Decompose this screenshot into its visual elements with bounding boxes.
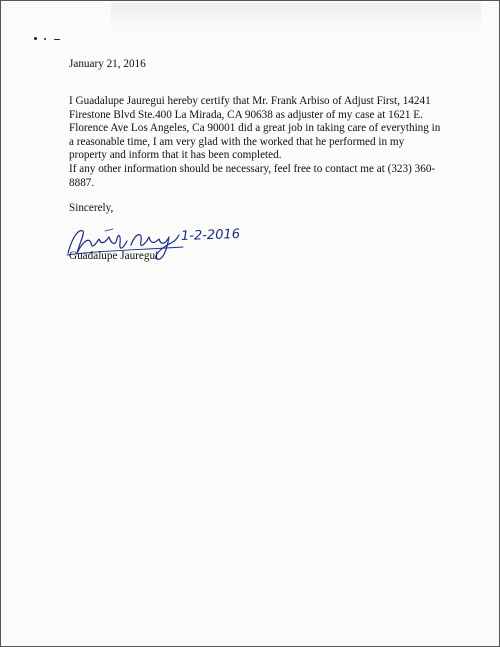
scan-speck (34, 37, 37, 40)
scan-shadow (111, 3, 481, 33)
signer-name: Guadalupe Jauregui (69, 250, 159, 262)
scan-speck (44, 38, 46, 40)
letter-contact-paragraph: If any other information should be necessary, feel free to contact me at (323) 360-8887. (69, 163, 436, 189)
signature-date: 1-2-2016 (180, 226, 241, 245)
letter-closing: Sincerely, (69, 202, 114, 214)
letter-date: January 21, 2016 (69, 58, 146, 70)
scan-speck (54, 39, 60, 40)
letter-body-paragraph: I Guadalupe Jauregui hereby certify that Mr. Frank Arbiso of Adjust First, 14241 Firestone Blvd Ste.400 La Mirada, CA 90638 as adjuster of my case at 1621 E. Florence Ave Los Angeles, Ca 90001 did a great job in taking care of everything in a reasonable time, I am very glad with the worked that he performed in my property and inform that it has been completed. (69, 95, 441, 161)
